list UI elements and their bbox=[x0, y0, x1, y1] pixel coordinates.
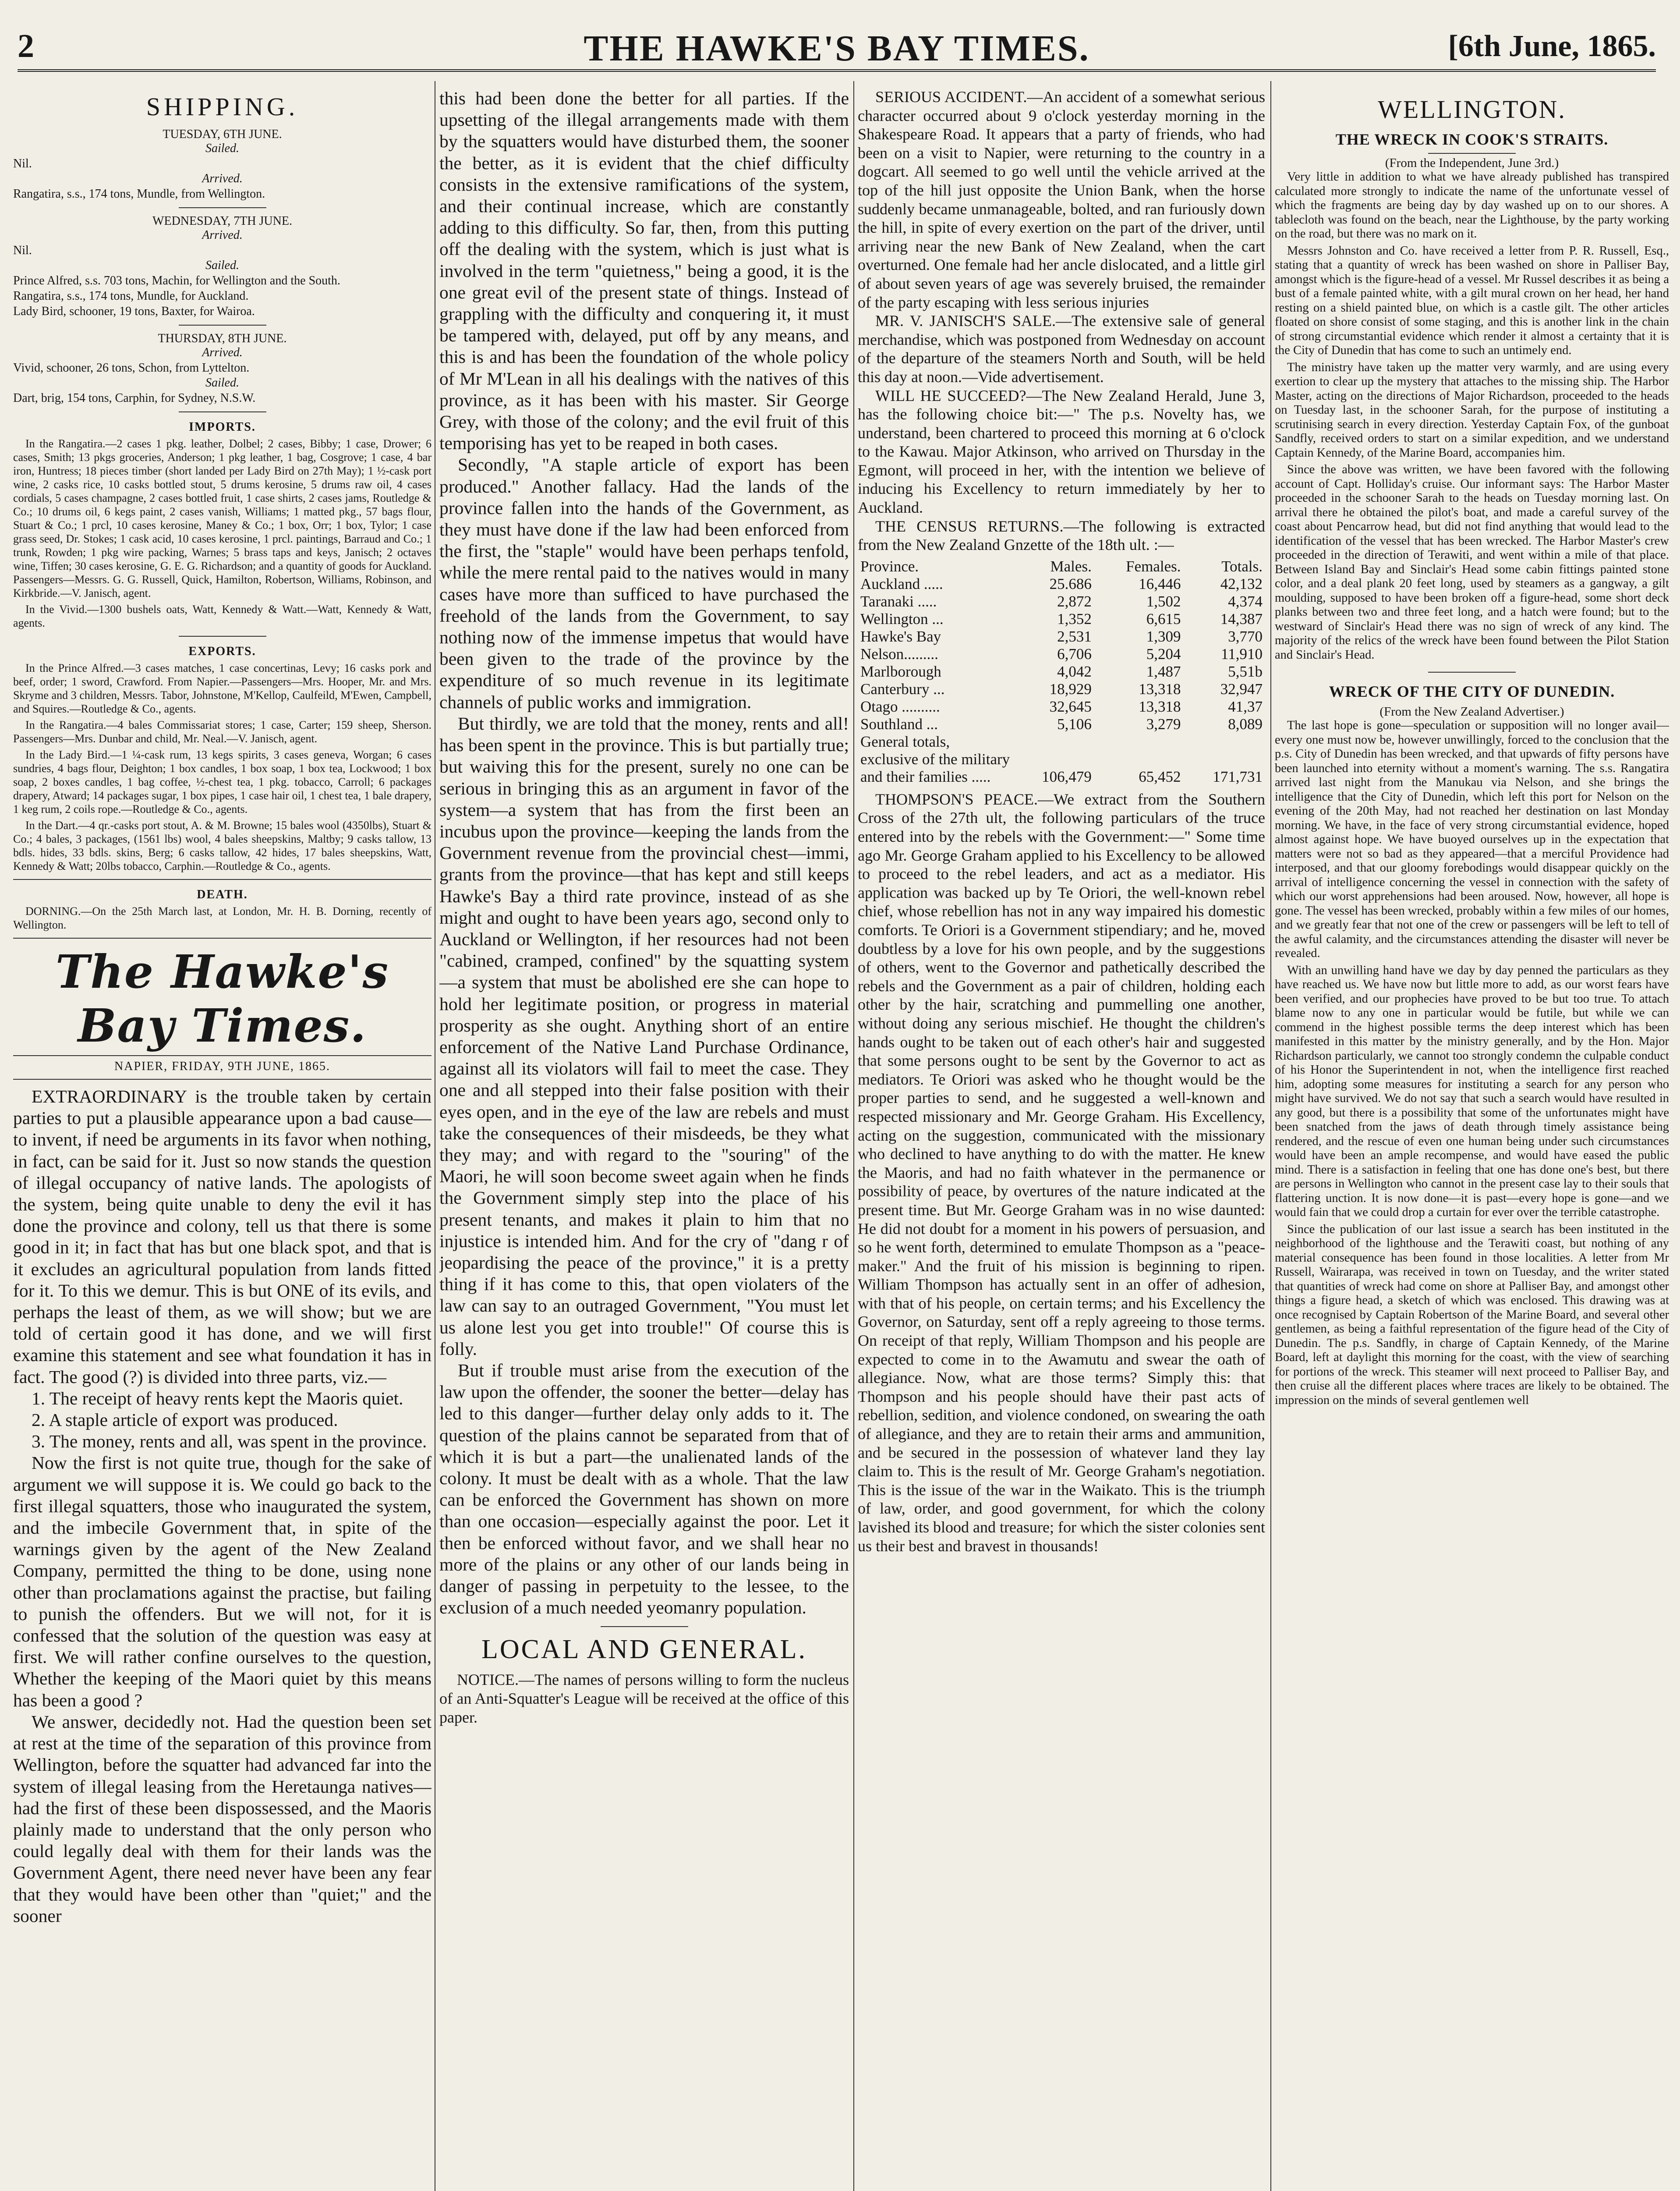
census-cell: 5,106 bbox=[1057, 715, 1092, 733]
census-cell: 3,279 bbox=[1146, 715, 1181, 733]
paragraph: MR. V. JANISCH'S SALE.—The extensive sale of general merchandise, which was postponed from Wednesday on account of the departure of the steamers North and South, will be held this day at noon.—Vide advertisement. bbox=[858, 312, 1265, 386]
divider bbox=[13, 1055, 431, 1056]
paragraph: Since the publication of our last issue a search has been instituted in the neighborhood of the lighthouse and the Terawiti coast, but nothing of any material consequence has been found in those localities. A letter from Mr Russell, Wairarapa, was received in town on Tuesday, and the writer stated that quantities of wreck had come on shore at Palliser Bay, and amongst other things a figure head, a sketch of which was enclosed. This drawing was at once recognised by Captain Robertson of the Marine Board, and several other gentlemen, as being a faithful representation of the figure head of the City of Dunedin. The p.s. Sandfly, in charge of Captain Kennedy, of the Marine Board, left at daylight this morning for the coast, with the view of searching for portions of the wreck. This steamer will next proceed to Palliser Bay, and then cruise all the different places where traces are likely to be obtained. The impression on the minds of several gentlemen well bbox=[1275, 1222, 1669, 1407]
census-cell: Marlborough bbox=[860, 663, 941, 680]
paragraph: 2. A staple article of export was produced. bbox=[32, 1410, 338, 1430]
paragraph: In the Prince Alfred.—3 cases matches, 1 case concertinas, Levy; 16 casks pork and beef, order; 1 sword, Crawford. From Napier.—Passengers—Mrs. Hooper, Mr. and Mrs. Skryme and 3 children, Messrs. Tabor, Johnstone, M'Kellop, Caulfeild, M'Ewen, Campbell, and Squires.—Routledge & Co., agents. bbox=[13, 662, 431, 715]
local-news-part-2 bbox=[858, 790, 1265, 1555]
paragraph: Very little in addition to what we have already published has transpired calculated more strongly to indicate the name of the unfortunate vessel of which the fragments are being day by day washed up on to our shores. A tablecloth was found on the beach, near the Lighthouse, by the party working on the road, but there was no mark on it. bbox=[1275, 170, 1669, 241]
column-3 bbox=[858, 88, 1265, 2191]
shipping-entry: Prince Alfred, s.s. 703 tons, Machin, for Wellington and the South. bbox=[13, 274, 340, 287]
column-2 bbox=[439, 88, 849, 2191]
paragraph: But thirdly, we are told that the money, rents and all! has been spent in the province. This is but partially true; but waiving this for the present, surely no one can be serious in bringing this as an argument in favor of the system—a system that has from the first been an incubus upon the province—keeping the lands from the Government revenue from the provincial chest—immi, grants from the province—that has kept and still keeps Hawke's Bay a third rate province, instead of as she might and ought to have been years ago, second only to Auckland or Wellington, if her resources had not been "cabined, cramped, confined" by the squatting system—a system that must be abolished ere she can hope to hold her legitimate position, or progress in material prosperity as she ought. Anything short of an entire enforcement of the Native Land Purchase Ordinance, against all its violators will fail to meet the case. They one and all stepped into their false position with their eyes open, and in the eye of the law are rebels and must take the consequences of their misdeeds, be they what they may; and with regard to the "souring" of the Maori, he will soon become sweet again when he finds the Government simply step into the place of his present tenants, and makes it plain to him that no injustice is intended him. And for the cry of "dang r of jeopardising the peace of the province," it is a pretty thing if it has come to this, that open violaters of the law can say to an outraged Government, "You must let us alone lest you get into trouble!" Of course this is folly. bbox=[439, 713, 849, 1359]
shipping-date: TUESDAY, 6TH JUNE. bbox=[163, 128, 282, 141]
notice-paragraph bbox=[439, 1670, 849, 1727]
census-cell: 1,487 bbox=[1146, 663, 1181, 680]
paper-dateline: NAPIER, FRIDAY, 9TH JUNE, 1865. bbox=[114, 1060, 330, 1073]
shipping-status: Arrived. bbox=[202, 346, 243, 359]
column-rule bbox=[853, 81, 854, 2191]
census-cell: 13,318 bbox=[1139, 680, 1181, 698]
shipping-status: Sailed. bbox=[205, 259, 239, 272]
divider bbox=[13, 1079, 431, 1080]
paragraph: In the Rangatira.—4 bales Commissariat stores; 1 case, Carter; 159 sheep, Sherson. Passengers—Mrs. Dunbar and child, Mr. Neal.—V. Janisch, agent. bbox=[13, 719, 431, 745]
masthead bbox=[18, 27, 1656, 72]
paragraph: Since the above was written, we have been favored with the following account of Capt. Holliday's cruise. Our informant says: The Harbor Master proceeded in the schooner Sarah to the heads on Tuesday morning last. On arrival there he obtained the pilot's boat, and made a careful survey of the coast about Pencarrow head, but did not find anything that would lead to the identification of the vessel that has been wrecked. The Harbor Master's crew proceeded in the direction of Terawiti, and went within a mile of that place. Between Island Bay and Sinclair's Head some cabin fittings painted stone color, and a deal plank 20 feet long, used by steamers as a gangway, a gilt moulding, supposed to have been broken off a figure-head, some short deck planks between two and three feet long, and a hatch were found; but to the westward of Sinclair's Head there was no sign of wreck of any kind. The majority of the relics of the wreck have been found between the Pilot Station and Sinclair's Head. bbox=[1275, 463, 1669, 662]
shipping-entry: Nil. bbox=[13, 244, 32, 257]
source-note: (From the New Zealand Advertiser.) bbox=[1379, 705, 1564, 719]
column-4 bbox=[1275, 88, 1669, 2191]
census-row bbox=[858, 716, 1265, 733]
page-number: 2 bbox=[18, 28, 34, 64]
census-cell: 4,042 bbox=[1057, 663, 1092, 680]
census-cell: 18,929 bbox=[1049, 680, 1092, 698]
census-cell: 1,352 bbox=[1057, 610, 1092, 628]
column-1 bbox=[13, 88, 431, 2191]
paper-name: The Hawke's Bay Times. bbox=[55, 945, 389, 1053]
shipping-entry: Rangatira, s.s., 174 tons, Mundle, from Wellington. bbox=[13, 187, 265, 201]
paragraph: THE CENSUS RETURNS.—The following is extracted from the New Zealand Gnzette of the 18th ult. :— bbox=[858, 517, 1265, 554]
shipping-entry: Lady Bird, schooner, 19 tons, Baxter, for Wairoa. bbox=[13, 305, 255, 318]
divider bbox=[179, 325, 266, 326]
masthead-title: THE HAWKE'S BAY TIMES. bbox=[584, 28, 1090, 69]
census-cell: Auckland ..... bbox=[860, 575, 943, 592]
census-cell: 32,645 bbox=[1049, 698, 1092, 715]
census-table bbox=[858, 558, 1265, 786]
paragraph: this had been done the better for all parties. If the upsetting of the illegal arrangements made with them by the squatters would have disturbed them, the sooner the better, as it is evident that the chief difficulty consists in the extensive ramifications of the system, and their continual increase, which are constantly adding to this difficulty. So far, then, from this putting off the dealing with the system, which is just what is involved in the term "quietness," being a good, it is the one great evil of the present state of things. Instead of grappling with the difficulty and conquering it, it must be tampered with, delayed, put off by any means, and this is and has been the foundation of the whole policy of Mr M'Lean in all his dealings with the natives of this province, as it has been with his master. Sir George Grey, with those of the colony; and the evil fruit of this temporising has yet to be reaped in both cases. bbox=[439, 88, 849, 454]
paragraph: Now the first is not quite true, though for the sake of argument we will suppose it is. We could go back to the first illegal squatters, those who inaugurated the system, and the imbecile Government that, in spite of the warnings given by the agent of the New Zealand Company, permitted the thing to be done, using none other than proclamations against the practise, but failing to punish the offenders. But we will not, for it is confessed that the solution of the question was easy at first. We will rather confine ourselves to the question, Whether the keeping of the Maori quiet by this means has been a good ? bbox=[13, 1453, 431, 1710]
census-total-value: 106,479 bbox=[1042, 768, 1092, 785]
census-body bbox=[858, 575, 1265, 786]
census-row bbox=[858, 610, 1265, 628]
leader-article-part-1 bbox=[13, 1086, 431, 1927]
divider bbox=[179, 207, 266, 208]
imports-heading: IMPORTS. bbox=[189, 420, 256, 434]
wellington-heading: WELLINGTON. bbox=[1378, 95, 1566, 124]
census-cell: Taranaki ..... bbox=[860, 592, 937, 610]
death-notice bbox=[13, 904, 431, 932]
divider bbox=[1428, 153, 1516, 154]
census-cell: 42,132 bbox=[1220, 575, 1263, 592]
death-text: DORNING.—On the 25th March last, at London, Mr. H. B. Dorning, recently of Wellington. bbox=[13, 905, 431, 931]
divider bbox=[179, 636, 266, 637]
paragraph: WILL HE SUCCEED?—The New Zealand Herald, June 3, has the following choice bit:—" The p.s. Novelty has, we understand, been chartered to proceed this morning at 6 o'clock to the Kawau. Major Atkinson, who arrived on Thursday in the Egmont, will proceed in her, with the intention we believe of inducing his Excellency to return immediately by her to Auckland. bbox=[858, 386, 1265, 517]
census-cell: 4,374 bbox=[1228, 592, 1263, 610]
paragraph: Messrs Johnston and Co. have received a letter from P. R. Russell, Esq., stating that a quantity of wreck has been washed on shore in Palliser Bay, amongst which is the figure-head of a vessel. Mr Russel describes it as being a bust of a female painted white, with a gilt mural crown on her head, her hand resting on a shield painted blue, on which is a castle gilt. The other articles floated on shore consist of some staging, and this is another link in the chain of strong circumstantial evidence which render it almost a certainty that it is the City of Dunedin that has come to such an untimely end. bbox=[1275, 244, 1669, 357]
source-note: (From the Independent, June 3rd.) bbox=[1385, 156, 1559, 170]
shipping-entry: Dart, brig, 154 tons, Carphin, for Sydney, N.S.W. bbox=[13, 391, 256, 405]
census-cell: 11,910 bbox=[1221, 645, 1263, 663]
local-news-part-1 bbox=[858, 88, 1265, 554]
census-cell: 16,446 bbox=[1139, 575, 1181, 592]
census-cell: 5,51b bbox=[1228, 663, 1263, 680]
paragraph: In the Dart.—4 qr.-casks port stout, A. & M. Browne; 15 bales wool (4350lbs), Stuart & Co.; 4 bales, 3 packages, (1561 lbs) wool, 4 bales sheepskins, Maltby; 9 casks tallow, 13 bdls. hides, 33 bdls. skins, Berg; 6 casks tallow, 42 hides, 17 bales sheepskins, Watt, Kennedy & Watt; 20lbs tobacco, Carphin.—Routledge & Co., agents. bbox=[13, 819, 431, 872]
divider bbox=[13, 879, 431, 880]
divider bbox=[179, 411, 266, 412]
shipping-status: Arrived. bbox=[202, 172, 243, 185]
shipping-entry: Nil. bbox=[13, 157, 32, 170]
census-header: Totals. bbox=[1221, 557, 1263, 575]
census-header: Province. bbox=[860, 557, 919, 575]
census-total-label: General totals, exclusive of the military and their families ..... bbox=[860, 733, 1010, 785]
census-total-row bbox=[858, 733, 1265, 786]
divider bbox=[13, 938, 431, 939]
census-cell: Wellington ... bbox=[860, 610, 944, 628]
shipping-entry: Vivid, schooner, 26 tons, Schon, from Lyttelton. bbox=[13, 361, 250, 375]
census-cell: Canterbury ... bbox=[860, 680, 945, 698]
census-cell: 2,531 bbox=[1057, 628, 1092, 645]
divider bbox=[1428, 672, 1516, 673]
wreck-cooks-straits-heading: THE WRECK IN COOK'S STRAITS. bbox=[1335, 131, 1609, 148]
notice-text: NOTICE.—The names of persons willing to form the nucleus of an Anti-Squatter's League will be received at the office of this paper. bbox=[439, 1671, 849, 1726]
divider bbox=[601, 1626, 688, 1627]
census-cell: 14,387 bbox=[1220, 610, 1263, 628]
paragraph: EXTRAORDINARY is the trouble taken by certain parties to put a plausible appearance upon a bad cause—to invent, if need be arguments in its favor when nothing, in fact, can be said for it. Just so now stands the question of illegal occupancy of native lands. The apologists of the system, being quite unable to deny the evil it has done the province and colony, tell us that there is some good in it; in fact that has but one black spot, and that is it excludes an agricultural population from lands fitted for it. To this we demur. This is but ONE of its evils, and perhaps the least of them, as we will show; but we are told of certain good it has done, and we will first examine this statement and see what foundation it has in fact. The good (?) is divided into three parts, viz.— bbox=[13, 1086, 431, 1387]
wellington-article-1 bbox=[1275, 170, 1669, 662]
census-cell: 25.686 bbox=[1049, 575, 1092, 592]
census-header: Females. bbox=[1126, 557, 1181, 575]
paragraph: With an unwilling hand have we day by day penned the particulars as they have reached us. We have now but little more to add, as our worst fears have been verified, and our prophecies have proved to be but too true. To attach blame now to any one in particular would be futile, but while we can commend in the highest possible terms the deep interest which has been manifested in this matter by the ministry generally, and by the Hon. Major Richardson particularly, we cannot too strongly condemn the culpable conduct of his Honor the Superintendent in not, when the intelligence first reached him, adopting some measures for instituting a search for any person who might have survived. We do not say that such a search would have resulted in any good, but there is a possibility that some of the unfortunates might have been snatched from the jaws of death through timely assistance being rendered, and the rescue of even one human being under such circumstances would have been an ample recompense, and would have eased the public mind. There is a satisfaction in feeling that one has done one's best, but there are persons in Wellington who cannot in the present case lay to their souls that flattering unction. It is now done—it is past—every hope is gone—and we would fain that we could drop a curtain for ever over the terrible catastrophe. bbox=[1275, 963, 1669, 1219]
paragraph: In the Rangatira.—2 cases 1 pkg. leather, Dolbel; 2 cases, Bibby; 1 case, Drower; 6 cases, Smith; 13 pkgs groceries, Anderson; 1 pkg leather, 1 bag, Cosgrove; 1 case, 4 bar iron, Huntress; 18 pieces timber (short landed per Lady Bird on 27th May); 1 ½-cask port wine, 2 casks rice, 10 casks bottled stout, 5 drums kerosine, 5 drums raw oil, 4 cases cordials, 5 cases champagne, 2 cases bottled fruit, 1 case shirts, 2 cases jams, Routledge & Co.; 10 drums oil, 6 kegs paint, 2 cases vanish, Williams; 1 matted pkg., 57 bags flour, Stuart & Co.; 1 prcl, 10 cases kerosine, Maney & Co.; 1 box, Orr; 1 box, Tylor; 1 case grass seed, Dr. Stokes; 1 cask acid, 10 cases kerosine, 1 prcl. paintings, Barraud and Co.; 1 trunk, Rowden; 1 pkg wire packing, Warnes; 5 brass taps and keys, Janisch; 2 octaves wine, Tiffen; 30 cases kerosine, G. E. G. Richardson; and a quantity of goods for Auckland. Passengers—Messrs. G. G. Russell, Quick, Hamilton, Robertson, Williams, Robinson, and Kirkbride.—V. Janisch, agent. bbox=[13, 437, 431, 599]
census-cell: 2,872 bbox=[1057, 592, 1092, 610]
census-cell: 32,947 bbox=[1220, 680, 1263, 698]
paragraph: We answer, decidedly not. Had the question been set at rest at the time of the separation of this province from Wellington, before the squatter had advanced far into the system of illegal leasing from the Heretaunga natives—had the first of these been dispossessed, and the Maoris plainly made to understand that the only person who could legally deal with them for their lands was the Government Agent, there need never have been any fear that they would have been other than "quiet;" and the sooner bbox=[13, 1711, 431, 1926]
shipping-status: Sailed. bbox=[205, 376, 239, 390]
shipping-entry: Rangatira, s.s., 174 tons, Mundle, for Auckland. bbox=[13, 289, 249, 303]
shipping-status: Arrived. bbox=[202, 228, 243, 242]
census-cell: Otago .......... bbox=[860, 698, 940, 715]
death-heading: DEATH. bbox=[197, 888, 248, 901]
census-header: Males. bbox=[1050, 557, 1092, 575]
shipping-status: Sailed. bbox=[205, 142, 239, 155]
census-cell: 41,37 bbox=[1228, 698, 1263, 715]
paragraph: THOMPSON'S PEACE.—We extract from the Southern Cross of the 27th ult, the following particulars of the truce entered into by the rebels with the Government:—" Some time ago Mr. George Graham applied to his Excellency to be allowed to proceed to the rebel leaders, and act as a mediator. His application was backed up by Te Oriori, the well-known rebel chief, whose rebellion has not in any way impaired his domestic comforts. Te Oriori is a Government stipendiary; and he, moved doubtless by a love for his own people, and by the suggestions of others, went to the Governor and pathetically described the rebels and the Government as a pair of children, holding each other by the hair, scratching and pummelling one another, without doing any serious mischief. He thought the children's hands ought to be taken out of each other's hair and suggested that some persons ought to be sent by the Governor to act as mediators. Te Oriori was asked who he thought would be the proper parties to send, and he suggested a well-known and respected missionary and Mr. George Graham. His Excellency, acting on the suggestion, communicated with the missionary who declined to have anything to do with the matter. He knew the Maoris, and had no faith whatever in the permanence or possibility of peace, by overtures of the nature indicated at the present time. But Mr. George Graham was in no wise daunted: He did not doubt for a moment in his powers of persuasion, and so he went forth, determined to emulate Thompson as a "peace-maker." And the fruit of his mission is beginning to ripen. William Thompson has actually sent in an offer of adhesion, with that of his people, on certain terms; and his Excellency the Governor, on Saturday, sent off a reply agreeing to those terms. On receipt of that reply, William Thompson and his people are expected to come in to the Awamutu and swear the oath of allegiance. Now, what are those terms? Simply this: that Thompson and his people should have their past acts of rebellion, sedition, and violence condoned, on swearing the oath of allegiance, and they are to retain their arms and ammunition, and be secured in the possession of whatever land they lay claim to. This is the result of Mr. George Graham's negotiation. This is the issue of the war in the Waikato. This is the triumph of law, order, and good government, for which the colony lavished its blood and treasure; for which the sister colonies sent us their best and bravest in thousands! bbox=[858, 790, 1265, 1555]
census-row bbox=[858, 663, 1265, 681]
census-cell: Hawke's Bay bbox=[860, 628, 941, 645]
wreck-dunedin-heading: WRECK OF THE CITY OF DUNEDIN. bbox=[1329, 683, 1615, 700]
imports-list bbox=[13, 437, 431, 630]
census-cell: 3,770 bbox=[1228, 628, 1263, 645]
leader-article-part-2 bbox=[439, 88, 849, 1618]
census-cell: 1,502 bbox=[1146, 592, 1181, 610]
census-row bbox=[858, 593, 1265, 610]
census-row bbox=[858, 681, 1265, 698]
masthead-date: [6th June, 1865. bbox=[1448, 29, 1656, 63]
shipping-blocks bbox=[13, 128, 431, 412]
paragraph: In the Lady Bird.—1 ¼-cask rum, 13 kegs spirits, 3 cases geneva, Worgan; 6 cases sundries, 4 bags flour, Deighton; 1 box candles, 1 box soap, 1 box tea, Lockwood; 1 box soap, 2 boxes candles, 1 bag coffee, ½-chest tea, 1 pkg. tobacco, Carroll; 6 packages drapery, Atward; 14 packages sugar, 1 box pipes, 1 case hair oil, 1 chest tea, 1 bale drapery, 1 keg rum, 2 coils rope.—Routledge & Co., agents. bbox=[13, 748, 431, 815]
paragraph: In the Vivid.—1300 bushels oats, Watt, Kennedy & Watt.—Watt, Kennedy & Watt, agents. bbox=[13, 603, 431, 629]
census-cell: 6,706 bbox=[1057, 645, 1092, 663]
census-cell: Nelson......... bbox=[860, 645, 938, 663]
column-rule bbox=[1270, 81, 1271, 2191]
exports-list bbox=[13, 661, 431, 873]
shipping-heading: SHIPPING. bbox=[146, 92, 299, 121]
paragraph: The last hope is gone—speculation or supposition will no longer avail—every one must now be, however unwillingly, forced to the conclusion that the p.s. City of Dunedin has been wrecked, and that upwards of fifty persons have been launched into eternity without a moment's warning. The s.s. Rangatira arrived last night from the Manukau via Nelson, and she brings the intelligence that the City of Dunedin, which left this port for Nelson on the evening of the 20th May, had not reached her destination on last Monday morning. We have, in the face of very strong circumstantial evidence, hoped almost against hope. We have buoyed ourselves up in the expectation that matters were not so bad as they appeared—that a merciful Providence had interposed, and that our gloomy forebodings would disappear quickly on the arrival of intelligence concerning the vessel in connection with the safety of which our worst apprehensions had been aroused. Now, however, all hope is gone. The vessel has been wrecked, probably within a few miles of our homes, and we greatly fear that not one of the crew or passengers will be left to tell of the awful calamity, and the circumstances attending the disaster will never be revealed. bbox=[1275, 719, 1669, 960]
census-row bbox=[858, 698, 1265, 716]
census-cell: 8,089 bbox=[1228, 715, 1263, 733]
shipping-date: THURSDAY, 8TH JUNE. bbox=[158, 332, 287, 345]
exports-heading: EXPORTS. bbox=[188, 645, 256, 658]
shipping-date: WEDNESDAY, 7TH JUNE. bbox=[152, 214, 292, 228]
paragraph: But if trouble must arise from the execution of the law upon the offender, the sooner the better—delay has led to this danger—further delay only adds to it. The question of the plains cannot be separated from that of which it is but a part—the unalienated lands of the colony. It must be dealt with as a whole. That the law can be enforced the Government has shown on more than one occasion—especially against the poor. Let it then be enforced without favor, and we shall hear no more of the plains or any other of our lands being in danger of passing in perpetuity to the lessee, to the exclusion of a much needed yeomanry population. bbox=[439, 1360, 849, 1618]
census-cell: 13,318 bbox=[1139, 698, 1181, 715]
census-total-value: 171,731 bbox=[1213, 768, 1263, 785]
paragraph: SERIOUS ACCIDENT.—An accident of a somewhat serious character occurred about 9 o'clock yesterday morning in the Shakespeare Road. It appears that a party of friends, who had been on a visit to Napier, were returning to the country in a dogcart. All seemed to go well until the vehicle arrived at the top of the hill just opposite the Union Bank, when the horse suddenly became unmanageable, bolted, and ran furiously down the hill, in spite of every exertion on the part of the driver, until arriving near the new Bank of New Zealand, when the cart overturned. One female had her ancle dislocated, and a little girl of about seven years of age was severely bruised, the remainder of the party escaping with less serious injuries bbox=[858, 88, 1265, 311]
census-row bbox=[858, 575, 1265, 593]
census-cell: Southland ... bbox=[860, 715, 938, 733]
census-total-value: 65,452 bbox=[1139, 768, 1181, 785]
paragraph: Secondly, "A staple article of export has been produced." Another fallacy. Had the lands of the province fallen into the hands of the Government, as they must have done if the law had been enforced from the first, the "staple" would have been perhaps tenfold, while the mere rental paid to the natives would in many cases have more than sufficed to have purchased the freehold of the lands from the Government, to say nothing now of the immense impetus that would have been given to the trade of the province by the expenditure of so much revenue in its legitimate channels of public works and immigration. bbox=[439, 454, 849, 712]
paragraph: 1. The receipt of heavy rents kept the Maoris quiet. bbox=[32, 1388, 403, 1408]
census-cell: 6,615 bbox=[1146, 610, 1181, 628]
census-row bbox=[858, 628, 1265, 645]
census-header-row bbox=[858, 558, 1265, 575]
paragraph: The ministry have taken up the matter very warmly, and are using every exertion to clear up the mystery that attaches to the missing ship. The Harbor Master, acting on the directions of Major Richardson, proceeded to the heads on Tuesday last, in the schooner Sarah, for the purpose of instituting a scrutinising search in every direction. Yesterday Captain Fox, of the gunboat Sandfly, received orders to start on a similar expedition, and we understand Captain Kennedy, of the Marine Board, accompanies him. bbox=[1275, 360, 1669, 460]
wellington-article-2 bbox=[1275, 719, 1669, 1407]
census-row bbox=[858, 645, 1265, 663]
local-general-heading: LOCAL AND GENERAL. bbox=[481, 1634, 807, 1665]
census-cell: 1,309 bbox=[1146, 628, 1181, 645]
census-cell: 5,204 bbox=[1146, 645, 1181, 663]
paragraph: 3. The money, rents and all, was spent in the province. bbox=[32, 1431, 427, 1452]
